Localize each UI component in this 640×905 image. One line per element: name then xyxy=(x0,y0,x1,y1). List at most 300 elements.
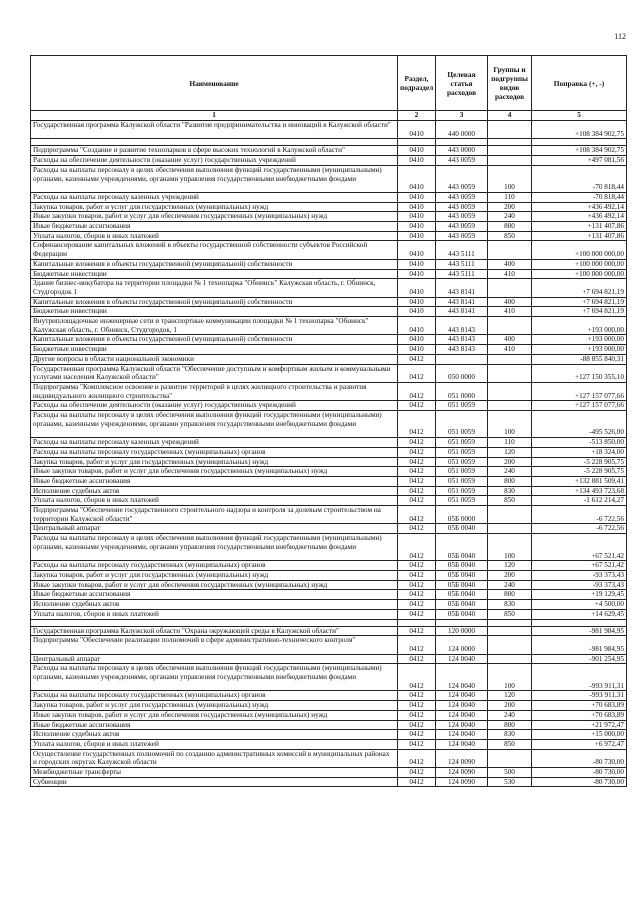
row-name: Расходы на выплаты персоналу в целях обеспечения выполнения функций государственными (муниципальными) органами, казенными учреждениями, органами управления государственными внебюджетными фондами xyxy=(31,534,398,561)
table-row xyxy=(31,354,627,364)
row-section: 0410 xyxy=(398,345,436,355)
row-group: 200 xyxy=(488,701,532,711)
row-group: 410 xyxy=(488,307,532,317)
row-group: 240 xyxy=(488,580,532,590)
col-number: 1 xyxy=(31,111,398,121)
row-name: Иные закупки товаров, работ и услуг для обеспечения государственных (муниципальных) нужд xyxy=(31,467,398,477)
row-section: 0412 xyxy=(398,457,436,467)
row-target: 051 0059 xyxy=(436,467,488,477)
row-amendment: -993 911,31 xyxy=(532,691,627,701)
row-name: Расходы на выплаты персоналу государственных (муниципальных) органов xyxy=(31,447,398,457)
row-section: 0412 xyxy=(398,354,436,364)
row-name: Государственная программа Калужской области "Развитие предпринимательства и инноваций в Калужской области" xyxy=(31,121,398,139)
row-target: 051 0059 xyxy=(436,457,488,467)
header-groups: Группы и подгруппы видов расходов xyxy=(488,56,532,111)
row-section: 0410 xyxy=(398,335,436,345)
table-row xyxy=(31,496,627,506)
row-name: Софинансирование капитальных вложений в объекты государственной собственности субъектов Российской Федерации xyxy=(31,241,398,259)
table-row xyxy=(31,486,627,496)
row-target: 051 0059 xyxy=(436,476,488,486)
table-row xyxy=(31,467,627,477)
row-amendment: -70 818,44 xyxy=(532,192,627,202)
row-name: Другие вопросы в области национальной экономики xyxy=(31,354,398,364)
row-group: 800 xyxy=(488,590,532,600)
row-amendment: -80 730,00 xyxy=(532,777,627,787)
row-name: Иные закупки товаров, работ и услуг для обеспечения государственных (муниципальных) нужд xyxy=(31,580,398,590)
row-amendment: +193 000,00 xyxy=(532,335,627,345)
row-target: 443 0059 xyxy=(436,202,488,212)
row-section: 0410 xyxy=(398,121,436,139)
table-row xyxy=(31,749,627,767)
row-group: 100 xyxy=(488,165,532,192)
row-group: 120 xyxy=(488,561,532,571)
row-amendment: +19 129,45 xyxy=(532,590,627,600)
row-amendment: -80 730,00 xyxy=(532,768,627,778)
row-group xyxy=(488,749,532,767)
table-row xyxy=(31,580,627,590)
row-amendment: +108 384 902,75 xyxy=(532,121,627,139)
row-group xyxy=(488,382,532,400)
row-section: 0410 xyxy=(398,241,436,259)
row-section: 0412 xyxy=(398,534,436,561)
row-section: 0412 xyxy=(398,636,436,654)
table-row xyxy=(31,457,627,467)
row-target: 051 0059 xyxy=(436,438,488,448)
table-row xyxy=(31,297,627,307)
row-section: 0412 xyxy=(398,654,436,664)
row-amendment: +70 683,89 xyxy=(532,710,627,720)
spacer-cell xyxy=(532,139,627,146)
row-group: 240 xyxy=(488,212,532,222)
row-amendment: +18 324,00 xyxy=(532,447,627,457)
row-name: Иные бюджетные ассигнования xyxy=(31,222,398,232)
table-row xyxy=(31,364,627,382)
table-row xyxy=(31,269,627,279)
row-group xyxy=(488,317,532,335)
row-section: 0410 xyxy=(398,202,436,212)
row-amendment: +6 972,47 xyxy=(532,739,627,749)
row-target: 05Б 0040 xyxy=(436,561,488,571)
row-target: 05Б 0040 xyxy=(436,590,488,600)
row-group: 800 xyxy=(488,222,532,232)
table-row xyxy=(31,401,627,411)
row-target: 443 0059 xyxy=(436,222,488,232)
col-number: 5 xyxy=(532,111,627,121)
row-target: 124 0040 xyxy=(436,720,488,730)
row-section: 0412 xyxy=(398,570,436,580)
row-name: Государственная программа Калужской области "Обеспечение доступным и комфортным жильем и коммунальными услугами населения Калужской области" xyxy=(31,364,398,382)
header-target: Целевая статья расходов xyxy=(436,56,488,111)
row-name: Осуществление государственных полномочий по созданию административных комиссий в муниципальных районах и городских округах Калужской области xyxy=(31,749,398,767)
row-group: 830 xyxy=(488,600,532,610)
row-target: 124 0040 xyxy=(436,739,488,749)
row-name: Иные бюджетные ассигнования xyxy=(31,590,398,600)
spacer-cell xyxy=(398,619,436,626)
table-row xyxy=(31,476,627,486)
row-target xyxy=(436,354,488,364)
row-target: 443 8141 xyxy=(436,307,488,317)
table-row xyxy=(31,382,627,400)
row-group xyxy=(488,364,532,382)
row-amendment: +193 000,00 xyxy=(532,317,627,335)
row-amendment: +21 972,47 xyxy=(532,720,627,730)
row-amendment: -80 730,00 xyxy=(532,749,627,767)
row-group xyxy=(488,401,532,411)
row-group xyxy=(488,654,532,664)
row-group: 120 xyxy=(488,447,532,457)
row-target: 443 0059 xyxy=(436,231,488,241)
table-row xyxy=(31,146,627,156)
row-target: 051 0059 xyxy=(436,411,488,438)
table-row xyxy=(31,600,627,610)
row-name: Иные закупки товаров, работ и услуг для обеспечения государственных (муниципальных) нужд xyxy=(31,212,398,222)
row-name: Закупка товаров, работ и услуг для государственных (муниципальных) нужд xyxy=(31,570,398,580)
row-target: 120 0000 xyxy=(436,626,488,636)
row-amendment: +108 384 902,75 xyxy=(532,146,627,156)
row-group xyxy=(488,626,532,636)
row-section: 0412 xyxy=(398,486,436,496)
table-row xyxy=(31,720,627,730)
row-section: 0412 xyxy=(398,447,436,457)
table-row xyxy=(31,664,627,691)
row-target: 443 0059 xyxy=(436,165,488,192)
row-target: 051 0059 xyxy=(436,496,488,506)
row-amendment: +4 500,00 xyxy=(532,600,627,610)
row-name: Подпрограмма "Комплексное освоение и развитие территорий в целях жилищного строительства и развития индивидуального жилищного строительства" xyxy=(31,382,398,400)
table-row xyxy=(31,165,627,192)
row-name: Субвенции xyxy=(31,777,398,787)
row-group: 200 xyxy=(488,570,532,580)
row-group: 110 xyxy=(488,192,532,202)
col-number: 3 xyxy=(436,111,488,121)
row-name: Закупка товаров, работ и услуг для государственных (муниципальных) нужд xyxy=(31,202,398,212)
table-row xyxy=(31,241,627,259)
row-amendment: -93 373,43 xyxy=(532,580,627,590)
row-group: 830 xyxy=(488,486,532,496)
row-target: 05Б 0040 xyxy=(436,534,488,561)
spacer-cell xyxy=(31,619,398,626)
row-section: 0412 xyxy=(398,664,436,691)
row-group: 830 xyxy=(488,730,532,740)
row-amendment: +67 521,42 xyxy=(532,534,627,561)
row-group: 100 xyxy=(488,534,532,561)
row-group xyxy=(488,241,532,259)
row-section: 0412 xyxy=(398,777,436,787)
table-row xyxy=(31,317,627,335)
row-name: Центральный аппарат xyxy=(31,654,398,664)
row-name: Исполнение судебных актов xyxy=(31,730,398,740)
row-section: 0412 xyxy=(398,496,436,506)
table-row xyxy=(31,561,627,571)
row-amendment: -5 228 905,75 xyxy=(532,457,627,467)
table-row xyxy=(31,222,627,232)
row-name: Капитальные вложения в объекты государственной (муниципальной) собственности xyxy=(31,335,398,345)
spacer-cell xyxy=(31,139,398,146)
row-target: 05Б 0040 xyxy=(436,609,488,619)
row-name: Уплата налогов, сборов и иных платежей xyxy=(31,496,398,506)
row-group xyxy=(488,354,532,364)
row-section: 0412 xyxy=(398,467,436,477)
row-group: 200 xyxy=(488,457,532,467)
row-group: 400 xyxy=(488,259,532,269)
row-name: Бюджетные инвестиции xyxy=(31,269,398,279)
row-amendment: -993 911,31 xyxy=(532,664,627,691)
row-section: 0410 xyxy=(398,259,436,269)
row-group xyxy=(488,636,532,654)
row-amendment: +14 629,45 xyxy=(532,609,627,619)
row-section: 0412 xyxy=(398,524,436,534)
row-target: 124 0090 xyxy=(436,768,488,778)
col-number: 2 xyxy=(398,111,436,121)
row-name: Внутриплощадочные инженерные сети и транспортные коммуникации площадки № 1 технопарка "Обнинск" Калужская область, г. Обнинск, Студгородок, 1 xyxy=(31,317,398,335)
row-amendment: +100 000 000,00 xyxy=(532,269,627,279)
row-section: 0412 xyxy=(398,590,436,600)
row-amendment: -981 984,95 xyxy=(532,636,627,654)
spacer-cell xyxy=(488,139,532,146)
table-row xyxy=(31,212,627,222)
row-name: Подпрограмма "Обеспечение государственного строительного надзора и контроля за долевым строительством на территории Калужской области" xyxy=(31,506,398,524)
row-target: 440 0000 xyxy=(436,121,488,139)
row-amendment: +193 000,00 xyxy=(532,345,627,355)
row-group: 800 xyxy=(488,720,532,730)
row-target: 124 0040 xyxy=(436,664,488,691)
row-target: 443 8143 xyxy=(436,335,488,345)
row-target: 443 8143 xyxy=(436,317,488,335)
row-amendment: +15 000,00 xyxy=(532,730,627,740)
row-section: 0412 xyxy=(398,401,436,411)
row-amendment: -981 984,95 xyxy=(532,626,627,636)
spacer-cell xyxy=(436,139,488,146)
row-group xyxy=(488,146,532,156)
row-group: 800 xyxy=(488,476,532,486)
row-name: Расходы на выплаты персоналу казенных учреждений xyxy=(31,192,398,202)
row-target: 05Б 0040 xyxy=(436,600,488,610)
header-section: Раздел, подраздел xyxy=(398,56,436,111)
row-name: Расходы на выплаты персоналу государственных (муниципальных) органов xyxy=(31,561,398,571)
row-group: 530 xyxy=(488,777,532,787)
table-row xyxy=(31,777,627,787)
row-section: 0410 xyxy=(398,192,436,202)
row-group: 240 xyxy=(488,710,532,720)
row-section: 0412 xyxy=(398,438,436,448)
header-name: Наименование xyxy=(31,56,398,111)
table-row xyxy=(31,202,627,212)
row-name: Государственная программа Калужской области "Охрана окружающей среды в Калужской области" xyxy=(31,626,398,636)
row-target: 443 5111 xyxy=(436,241,488,259)
row-name: Уплата налогов, сборов и иных платежей xyxy=(31,739,398,749)
row-name: Исполнение судебных актов xyxy=(31,600,398,610)
row-section: 0412 xyxy=(398,364,436,382)
row-target: 05Б 0000 xyxy=(436,506,488,524)
header-amendment: Поправка (+, -) xyxy=(532,56,627,111)
spacer-cell xyxy=(488,619,532,626)
row-section: 0412 xyxy=(398,382,436,400)
row-group: 410 xyxy=(488,345,532,355)
table-row xyxy=(31,231,627,241)
row-name: Расходы на выплаты персоналу казенных учреждений xyxy=(31,438,398,448)
row-group: 240 xyxy=(488,467,532,477)
row-target: 443 5111 xyxy=(436,259,488,269)
row-section: 0412 xyxy=(398,730,436,740)
row-amendment: -1 612 214,27 xyxy=(532,496,627,506)
row-target: 124 0000 xyxy=(436,636,488,654)
table-row xyxy=(31,345,627,355)
row-group: 850 xyxy=(488,231,532,241)
row-name: Капитальные вложения в объекты государственной (муниципальной) собственности xyxy=(31,297,398,307)
row-name: Межбюджетные трансферты xyxy=(31,768,398,778)
table-row xyxy=(31,279,627,297)
row-name: Бюджетные инвестиции xyxy=(31,307,398,317)
row-group: 850 xyxy=(488,739,532,749)
table-row xyxy=(31,701,627,711)
row-amendment: +70 683,89 xyxy=(532,701,627,711)
row-name: Расходы на обеспечение деятельности (оказание услуг) государственных учреждений xyxy=(31,156,398,166)
row-name: Подпрограмма "Обеспечение реализации полномочий в сфере административно-технического контроля" xyxy=(31,636,398,654)
row-name: Расходы на выплаты персоналу государственных (муниципальных) органов xyxy=(31,691,398,701)
row-amendment: -6 722,56 xyxy=(532,524,627,534)
row-group: 850 xyxy=(488,496,532,506)
table-row xyxy=(31,710,627,720)
row-target: 05Б 0040 xyxy=(436,570,488,580)
row-amendment: -70 818,44 xyxy=(532,165,627,192)
row-amendment: +7 694 821,19 xyxy=(532,307,627,317)
row-target: 050 0000 xyxy=(436,364,488,382)
table-row xyxy=(31,524,627,534)
row-name: Бюджетные инвестиции xyxy=(31,345,398,355)
row-target: 051 0059 xyxy=(436,447,488,457)
row-group xyxy=(488,121,532,139)
row-name: Иные бюджетные ассигнования xyxy=(31,476,398,486)
row-amendment: -5 228 905,75 xyxy=(532,467,627,477)
row-section: 0412 xyxy=(398,476,436,486)
table-row xyxy=(31,739,627,749)
table-row xyxy=(31,192,627,202)
row-section: 0412 xyxy=(398,739,436,749)
row-section: 0412 xyxy=(398,701,436,711)
row-target: 124 0040 xyxy=(436,654,488,664)
table-row xyxy=(31,438,627,448)
row-group: 100 xyxy=(488,411,532,438)
row-section: 0412 xyxy=(398,609,436,619)
table-row xyxy=(31,506,627,524)
row-name: Здание бизнес-инкубатора на территории площадки № 1 технопарка "Обнинск" Калужская область, г. Обнинск, Студгородок 1 xyxy=(31,279,398,297)
row-target: 051 0059 xyxy=(436,401,488,411)
table-row xyxy=(31,654,627,664)
table-row xyxy=(31,335,627,345)
row-target: 443 0000 xyxy=(436,146,488,156)
row-target: 05Б 0040 xyxy=(436,580,488,590)
row-section: 0410 xyxy=(398,297,436,307)
table-header-row xyxy=(31,56,627,111)
row-name: Расходы на выплаты персоналу в целях обеспечения выполнения функций государственными (муниципальными) органами, казенными учреждениями, органами управления государственными внебюджетными фондами xyxy=(31,411,398,438)
row-section: 0412 xyxy=(398,600,436,610)
row-name: Закупка товаров, работ и услуг для государственных (муниципальных) нужд xyxy=(31,701,398,711)
row-name: Расходы на выплаты персоналу в целях обеспечения выполнения функций государственными (муниципальными) органами, казенными учреждениями, органами управления государственными внебюджетными фондами xyxy=(31,664,398,691)
row-section: 0412 xyxy=(398,626,436,636)
row-section: 0410 xyxy=(398,146,436,156)
row-section: 0412 xyxy=(398,691,436,701)
row-amendment: +436 492,14 xyxy=(532,202,627,212)
row-name: Исполнение судебных актов xyxy=(31,486,398,496)
row-section: 0410 xyxy=(398,156,436,166)
row-name: Расходы на выплаты персоналу в целях обеспечения выполнения функций государственными (муниципальными) органами, казенными учреждениями, органами управления государственными внебюджетными фондами xyxy=(31,165,398,192)
row-section: 0412 xyxy=(398,749,436,767)
table-row xyxy=(31,626,627,636)
row-name: Уплата налогов, сборов и иных платежей xyxy=(31,231,398,241)
row-amendment: +134 493 723,68 xyxy=(532,486,627,496)
row-section: 0412 xyxy=(398,506,436,524)
row-amendment: -901 254,95 xyxy=(532,654,627,664)
row-group: 400 xyxy=(488,297,532,307)
table-row xyxy=(31,121,627,139)
row-group: 100 xyxy=(488,664,532,691)
row-target: 051 0059 xyxy=(436,486,488,496)
row-amendment: +436 492,14 xyxy=(532,212,627,222)
spacer-cell xyxy=(398,139,436,146)
row-section: 0412 xyxy=(398,580,436,590)
row-amendment: -88 855 840,31 xyxy=(532,354,627,364)
row-group: 120 xyxy=(488,691,532,701)
row-name: Иные бюджетные ассигнования xyxy=(31,720,398,730)
row-section: 0410 xyxy=(398,279,436,297)
table-row xyxy=(31,636,627,654)
table-row xyxy=(31,609,627,619)
row-target: 051 0000 xyxy=(436,382,488,400)
row-name: Подпрограмма "Создание и развитие технопарков в сфере высоких технологий в Калужской области" xyxy=(31,146,398,156)
row-target: 124 0090 xyxy=(436,749,488,767)
row-amendment: +131 407,86 xyxy=(532,231,627,241)
row-name: Уплата налогов, сборов и иных платежей xyxy=(31,609,398,619)
row-amendment: +67 521,42 xyxy=(532,561,627,571)
row-name: Капитальные вложения в объекты государственной (муниципальной) собственности xyxy=(31,259,398,269)
row-target: 124 0040 xyxy=(436,710,488,720)
row-target: 443 8141 xyxy=(436,297,488,307)
row-group xyxy=(488,506,532,524)
table-row xyxy=(31,691,627,701)
table-row xyxy=(31,447,627,457)
row-section: 0410 xyxy=(398,307,436,317)
table-row xyxy=(31,259,627,269)
row-name: Иные закупки товаров, работ и услуг для обеспечения государственных (муниципальных) нужд xyxy=(31,710,398,720)
row-amendment: +100 000 000,00 xyxy=(532,259,627,269)
table-row xyxy=(31,730,627,740)
table-row xyxy=(31,156,627,166)
row-amendment: -513 850,00 xyxy=(532,438,627,448)
row-amendment: -6 722,56 xyxy=(532,506,627,524)
col-number: 4 xyxy=(488,111,532,121)
row-group: 500 xyxy=(488,768,532,778)
row-amendment: +131 407,86 xyxy=(532,222,627,232)
row-section: 0412 xyxy=(398,561,436,571)
row-target: 124 0040 xyxy=(436,730,488,740)
row-section: 0412 xyxy=(398,768,436,778)
row-amendment: -495 526,00 xyxy=(532,411,627,438)
column-numbers-row xyxy=(31,111,627,121)
row-section: 0412 xyxy=(398,710,436,720)
row-target: 124 0040 xyxy=(436,701,488,711)
row-target: 443 8143 xyxy=(436,345,488,355)
row-section: 0410 xyxy=(398,269,436,279)
row-section: 0410 xyxy=(398,165,436,192)
row-amendment: -93 373,43 xyxy=(532,570,627,580)
table-row xyxy=(31,570,627,580)
table-row xyxy=(31,411,627,438)
page-number: 112 xyxy=(614,32,626,41)
table-row xyxy=(31,590,627,600)
budget-amendment-table xyxy=(30,55,627,787)
row-group xyxy=(488,156,532,166)
row-amendment: +132 881 509,41 xyxy=(532,476,627,486)
